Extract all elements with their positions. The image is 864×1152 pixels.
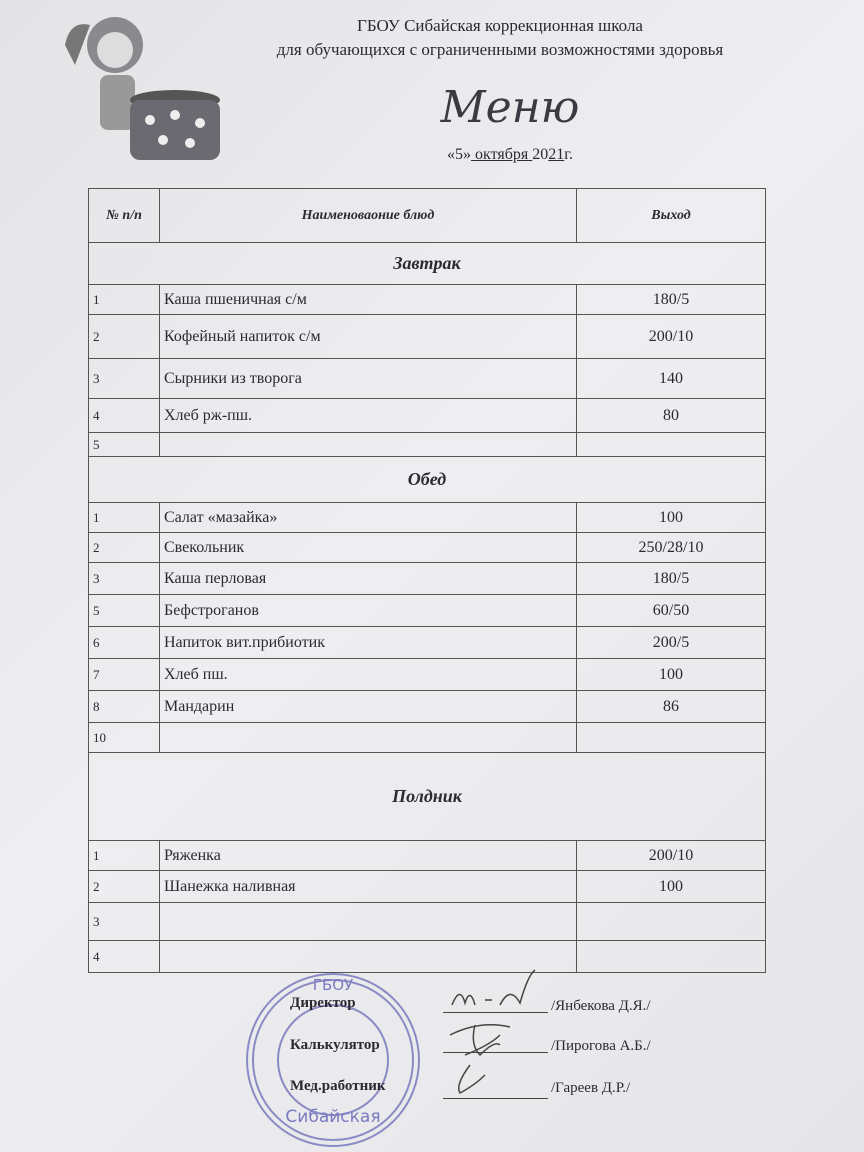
dish-name: Мандарин <box>160 691 577 723</box>
page-title: Меню <box>440 82 580 133</box>
dish-output <box>577 941 766 973</box>
dish-output: 80 <box>577 399 766 433</box>
section-row <box>89 243 766 285</box>
table-row <box>89 659 766 691</box>
row-number: 10 <box>89 723 160 753</box>
calculator-name: /Пирогова А.Б./ <box>551 1038 651 1054</box>
table-row <box>89 503 766 533</box>
row-number: 4 <box>89 941 160 973</box>
date-year-prefix: 20 <box>532 146 549 163</box>
row-number: 2 <box>89 533 160 563</box>
table-row <box>89 723 766 753</box>
row-number: 3 <box>89 903 160 941</box>
row-number: 7 <box>89 659 160 691</box>
dish-name: Сырники из творога <box>160 359 577 399</box>
dish-output: 180/5 <box>577 285 766 315</box>
table-row <box>89 841 766 871</box>
section-title: Полдник <box>89 753 766 841</box>
dish-name <box>160 433 577 457</box>
stamp-text-line1: ГБОУ <box>312 976 354 994</box>
dish-output: 200/5 <box>577 627 766 659</box>
dish-output <box>577 903 766 941</box>
dish-output: 180/5 <box>577 563 766 595</box>
dish-output: 100 <box>577 503 766 533</box>
row-number: 5 <box>89 595 160 627</box>
table-row <box>89 433 766 457</box>
table-row <box>89 315 766 359</box>
table-row <box>89 941 766 973</box>
dish-name: Шанежка наливная <box>160 871 577 903</box>
row-number: 5 <box>89 433 160 457</box>
table-row <box>89 595 766 627</box>
row-number: 1 <box>89 503 160 533</box>
section-row <box>89 457 766 503</box>
table-row <box>89 563 766 595</box>
table-row <box>89 627 766 659</box>
dish-name: Каша перловая <box>160 563 577 595</box>
director-name: /Янбекова Д.Я./ <box>551 998 651 1014</box>
table-row <box>89 285 766 315</box>
dish-name: Ряженка <box>160 841 577 871</box>
row-number: 1 <box>89 285 160 315</box>
school-name: ГБОУ Сибайская коррекционная школа <box>357 16 643 35</box>
dish-output: 60/50 <box>577 595 766 627</box>
table-row <box>89 533 766 563</box>
section-row <box>89 753 766 841</box>
dish-output: 86 <box>577 691 766 723</box>
col-header-dish: Наименоваоние блюд <box>160 189 577 243</box>
row-number: 8 <box>89 691 160 723</box>
dish-name <box>160 903 577 941</box>
dish-name: Хлеб рж-пш. <box>160 399 577 433</box>
role-director: Директор <box>290 995 356 1011</box>
dish-output: 100 <box>577 871 766 903</box>
dish-name: Каша пшеничная с/м <box>160 285 577 315</box>
col-header-output: Выход <box>577 189 766 243</box>
dish-output: 100 <box>577 659 766 691</box>
dish-output: 200/10 <box>577 841 766 871</box>
stamp-text-line2: Сибайская <box>285 1107 381 1127</box>
dish-output: 140 <box>577 359 766 399</box>
school-subtitle: для обучающихся с ограниченными возможностями здоровья <box>276 40 724 59</box>
row-number: 3 <box>89 359 160 399</box>
table-row <box>89 691 766 723</box>
dish-name: Свекольник <box>160 533 577 563</box>
date-month: октября <box>471 146 533 163</box>
section-title: Обед <box>89 457 766 503</box>
dish-output <box>577 723 766 753</box>
table-row <box>89 871 766 903</box>
table-row <box>89 903 766 941</box>
menu-date <box>380 146 640 164</box>
row-number: 6 <box>89 627 160 659</box>
role-calculator: Калькулятор <box>290 1037 380 1053</box>
role-medic: Мед.работник <box>290 1078 386 1094</box>
menu-table <box>88 188 766 973</box>
dish-name <box>160 723 577 753</box>
medic-name: /Гареев Д.Р./ <box>551 1080 631 1096</box>
handwritten-signatures <box>440 965 560 1105</box>
dish-output: 200/10 <box>577 315 766 359</box>
date-year-suffix: 21 <box>548 146 565 163</box>
dish-output: 250/28/10 <box>577 533 766 563</box>
dish-name: Бефстроганов <box>160 595 577 627</box>
table-row <box>89 399 766 433</box>
row-number: 2 <box>89 315 160 359</box>
date-day: «5» <box>447 146 472 163</box>
row-number: 1 <box>89 841 160 871</box>
row-number: 4 <box>89 399 160 433</box>
dish-name: Кофейный напиток с/м <box>160 315 577 359</box>
dish-output <box>577 433 766 457</box>
dish-name: Хлеб пш. <box>160 659 577 691</box>
row-number: 3 <box>89 563 160 595</box>
dish-name: Напиток вит.прибиотик <box>160 627 577 659</box>
table-row <box>89 359 766 399</box>
col-header-number: № п/п <box>89 189 160 243</box>
table-header-row <box>89 189 766 243</box>
dish-name: Салат «мазайка» <box>160 503 577 533</box>
date-suffix: г. <box>564 146 573 163</box>
section-title: Завтрак <box>89 243 766 285</box>
row-number: 2 <box>89 871 160 903</box>
